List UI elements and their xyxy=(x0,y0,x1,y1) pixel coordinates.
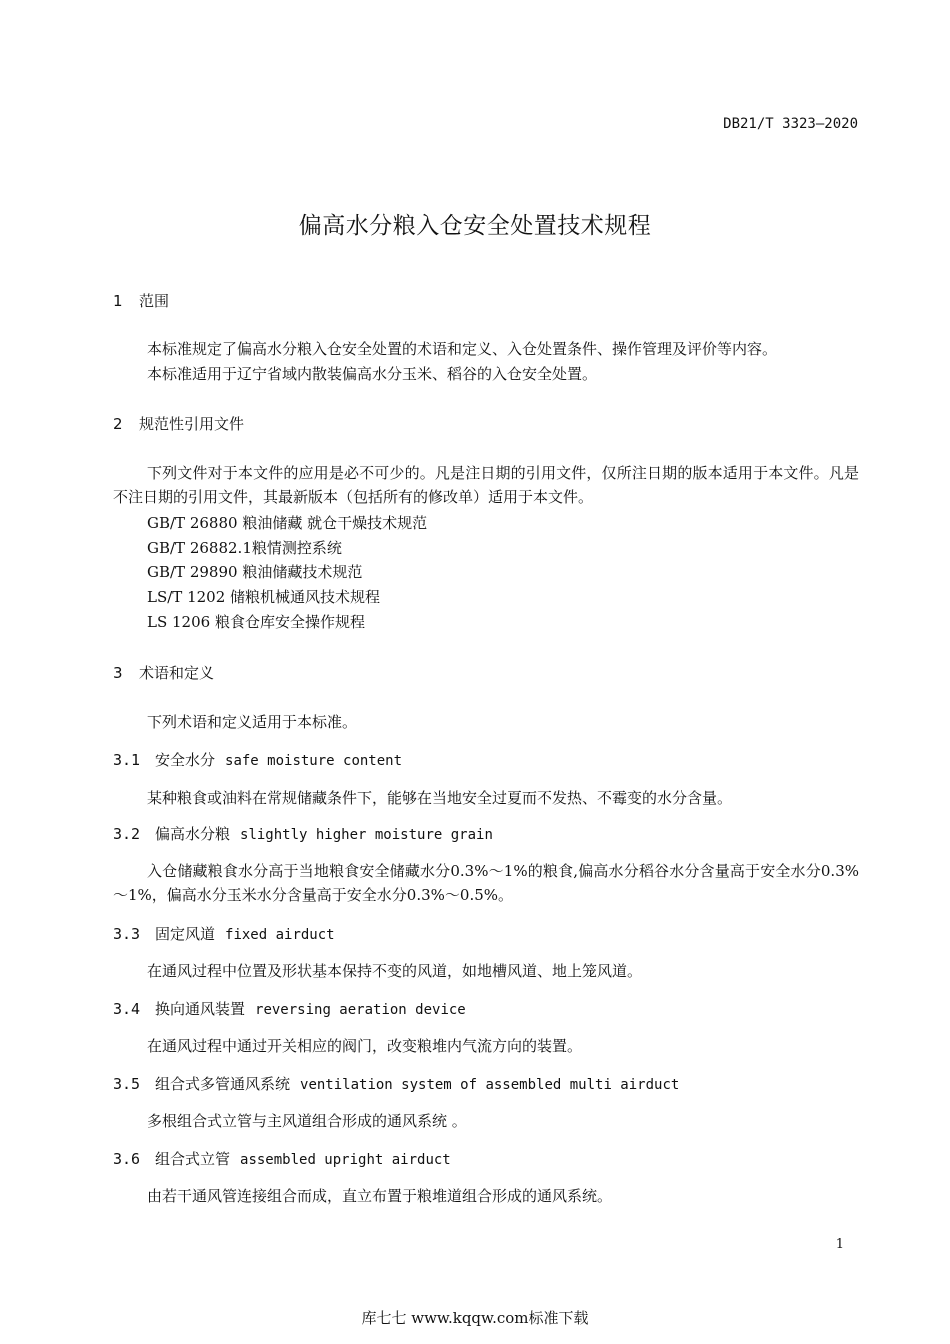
term-definition: 某种粮食或油料在常规储藏条件下，能够在当地安全过夏而不发热、不霉变的水分含量。 xyxy=(147,789,733,807)
section-number: 3 xyxy=(113,664,123,682)
term-number: 3.2 xyxy=(113,825,141,843)
term-definition: 在通风过程中通过开关相应的阀门，改变粮堆内气流方向的装置。 xyxy=(147,1037,583,1055)
section-2-heading xyxy=(113,413,244,434)
term-definition: 多根组合式立管与主风道组合形成的通风系统 。 xyxy=(147,1112,467,1130)
reference-item: GB/T 29890 粮油储藏技术规范 xyxy=(147,563,363,581)
term-definition: 入仓储藏粮食水分高于当地粮食安全储藏水分0.3%～1%的粮食,偏高水分稻谷水分含量高于安全水分0.3%～1%，偏高水分玉米水分含量高于安全水分0.3%～0.5%。 xyxy=(113,862,859,904)
term-zh: 组合式立管 xyxy=(155,1150,231,1168)
term-definition: 由若干通风管连接组合而成，直立布置于粮堆道组合形成的通风系统。 xyxy=(147,1187,613,1205)
term-zh: 换向通风装置 xyxy=(155,1000,246,1018)
term-en: slightly higher moisture grain xyxy=(240,827,493,843)
reference-item: LS 1206 粮食仓库安全操作规程 xyxy=(147,613,365,631)
section-title: 术语和定义 xyxy=(139,664,215,682)
term-number: 3.4 xyxy=(113,1000,141,1018)
footer-watermark: 库七七 www.kqqw.com标准下载 xyxy=(361,1309,589,1327)
term-definition: 在通风过程中位置及形状基本保持不变的风道，如地槽风道、地上笼风道。 xyxy=(147,962,643,980)
term-zh: 偏高水分粮 xyxy=(155,825,231,843)
section-number: 1 xyxy=(113,292,123,310)
term-en: safe moisture content xyxy=(225,753,403,769)
term-number: 3.6 xyxy=(113,1150,141,1168)
term-heading xyxy=(113,823,493,844)
standard-code: DB21/T 3323—2020 xyxy=(723,116,858,132)
paragraph: 本标准适用于辽宁省域内散装偏高水分玉米、稻谷的入仓安全处置。 xyxy=(147,365,598,383)
term-en: ventilation system of assembled multi airduct xyxy=(300,1077,680,1093)
page-number: 1 xyxy=(835,1237,844,1252)
term-en: assembled upright airduct xyxy=(240,1152,451,1168)
reference-item: GB/T 26882.1粮情测控系统 xyxy=(147,539,342,557)
section-number: 2 xyxy=(113,415,123,433)
paragraph: 下列术语和定义适用于本标准。 xyxy=(147,713,358,731)
term-heading xyxy=(113,998,466,1019)
document-title: 偏高水分粮入仓安全处置技术规程 xyxy=(298,213,652,239)
section-1-heading xyxy=(113,290,169,311)
section-title: 规范性引用文件 xyxy=(139,415,245,433)
term-zh: 组合式多管通风系统 xyxy=(155,1075,291,1093)
term-number: 3.5 xyxy=(113,1075,141,1093)
term-zh: 安全水分 xyxy=(155,751,216,769)
term-heading xyxy=(113,749,402,770)
term-heading xyxy=(113,1148,451,1169)
reference-item: LS/T 1202 储粮机械通风技术规程 xyxy=(147,588,381,606)
term-heading xyxy=(113,1073,679,1094)
term-number: 3.3 xyxy=(113,925,141,943)
reference-item: GB/T 26880 粮油储藏 就仓干燥技术规范 xyxy=(147,514,428,532)
term-en: fixed airduct xyxy=(225,927,335,943)
section-title: 范围 xyxy=(139,292,170,310)
term-zh: 固定风道 xyxy=(155,925,216,943)
term-heading xyxy=(113,923,335,944)
paragraph: 下列文件对于本文件的应用是必不可少的。凡是注日期的引用文件，仅所注日期的版本适用于本文件。凡是不注日期的引用文件，其最新版本（包括所有的修改单）适用于本文件。 xyxy=(113,464,859,506)
section-3-heading xyxy=(113,662,214,683)
term-number: 3.1 xyxy=(113,751,141,769)
term-en: reversing aeration device xyxy=(255,1002,466,1018)
paragraph: 本标准规定了偏高水分粮入仓安全处置的术语和定义、入仓处置条件、操作管理及评价等内容。 xyxy=(147,340,778,358)
